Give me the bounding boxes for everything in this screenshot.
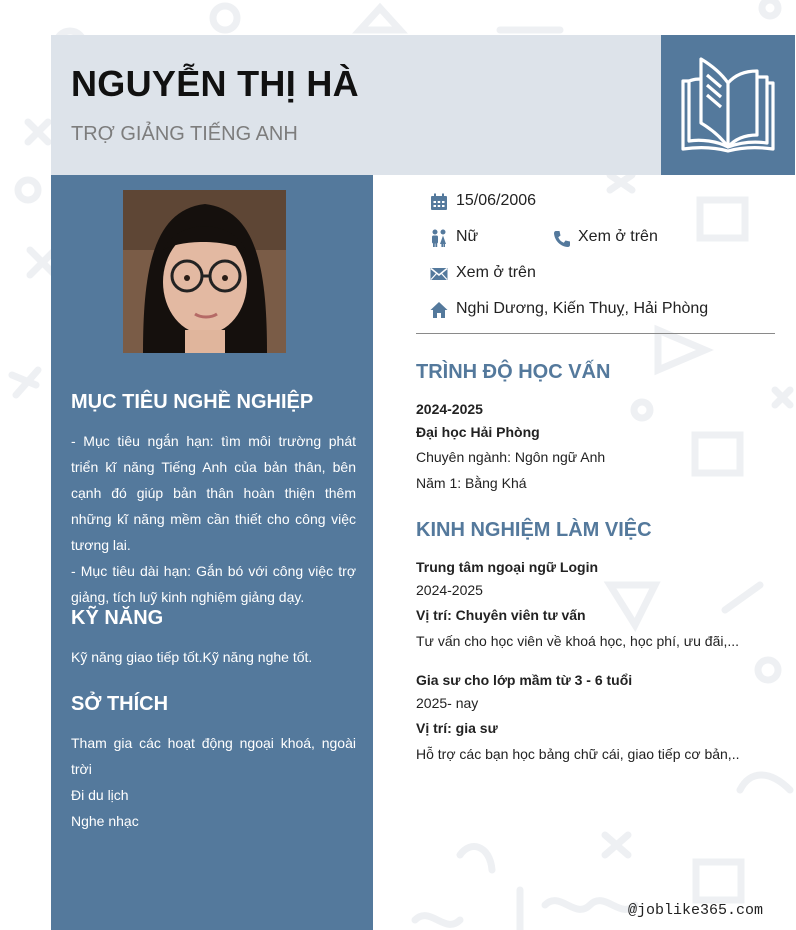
skills-heading: KỸ NĂNG — [71, 607, 164, 629]
hobby-item: Đi du lịch — [71, 787, 129, 803]
address: Nghi Dương, Kiến Thuỵ, Hải Phòng — [456, 300, 709, 317]
skills-text: Kỹ năng giao tiếp tốt.Kỹ năng nghe tốt. — [71, 649, 313, 665]
email: Xem ở trên — [456, 264, 536, 281]
education-years: 2024-2025 — [416, 401, 483, 417]
calendar-icon — [430, 193, 448, 211]
education-heading: TRÌNH ĐỘ HỌC VẤN — [416, 361, 611, 383]
sidebar — [51, 175, 373, 930]
hobbies-list — [71, 730, 356, 834]
phone-icon — [553, 230, 571, 248]
job-period: 2025- nay — [416, 695, 479, 711]
gender-icon — [430, 229, 448, 247]
career-objective-text — [71, 428, 356, 610]
job-organization: Gia sư cho lớp mầm từ 3 - 6 tuổi — [416, 672, 633, 688]
gender: Nữ — [456, 228, 479, 245]
education-major: Chuyên ngành: Ngôn ngữ Anh — [416, 449, 606, 465]
book-icon — [681, 57, 775, 153]
job-title: TRỢ GIẢNG TIẾNG ANH — [71, 123, 298, 145]
job-description: Tư vấn cho học viên về khoá học, học phí, ưu đãi,... — [416, 633, 740, 649]
hobby-item: Nghe nhạc — [71, 813, 139, 829]
phone: Xem ở trên — [578, 228, 658, 245]
avatar — [123, 190, 286, 353]
section-divider — [416, 333, 775, 334]
profile-photo — [123, 190, 286, 353]
objective-long-term: - Mục tiêu dài hạn: Gắn bó với công việc trợ giảng, tích luỹ kinh nghiệm giảng dạy. — [71, 563, 356, 605]
job-position: Vị trí: gia sư — [416, 720, 498, 736]
header-logo-box — [661, 35, 795, 175]
job-organization: Trung tâm ngoại ngữ Login — [416, 559, 599, 575]
watermark-text: @joblike365.com — [628, 902, 764, 919]
job-period: 2024-2025 — [416, 582, 483, 598]
experience-heading: KINH NGHIỆM LÀM VIỆC — [416, 519, 652, 541]
job-description: Hỗ trợ các bạn học bảng chữ cái, giao tiếp cơ bản,.. — [416, 746, 740, 762]
education-school: Đại học Hải Phòng — [416, 424, 540, 440]
job-position: Vị trí: Chuyên viên tư vấn — [416, 607, 586, 623]
header-banner — [51, 35, 661, 175]
education-grade: Năm 1: Bằng Khá — [416, 475, 527, 491]
candidate-name: NGUYỄN THỊ HÀ — [71, 63, 359, 104]
objective-short-term: - Mục tiêu ngắn hạn: tìm môi trường phát triển kĩ năng Tiếng Anh của bản thân, bên cạnh đó giúp bản thân hoàn thiện thêm những kĩ năng mềm cần thiết cho công việc tương lai. — [71, 433, 356, 553]
hobbies-heading: SỞ THÍCH — [71, 693, 169, 715]
home-icon — [430, 301, 448, 319]
date-of-birth: 15/06/2006 — [456, 192, 537, 209]
career-objective-heading: MỤC TIÊU NGHỀ NGHIỆP — [71, 391, 314, 413]
hobby-item: Tham gia các hoạt động ngoại khoá, ngoài trời — [71, 735, 356, 777]
email-icon — [430, 266, 448, 282]
